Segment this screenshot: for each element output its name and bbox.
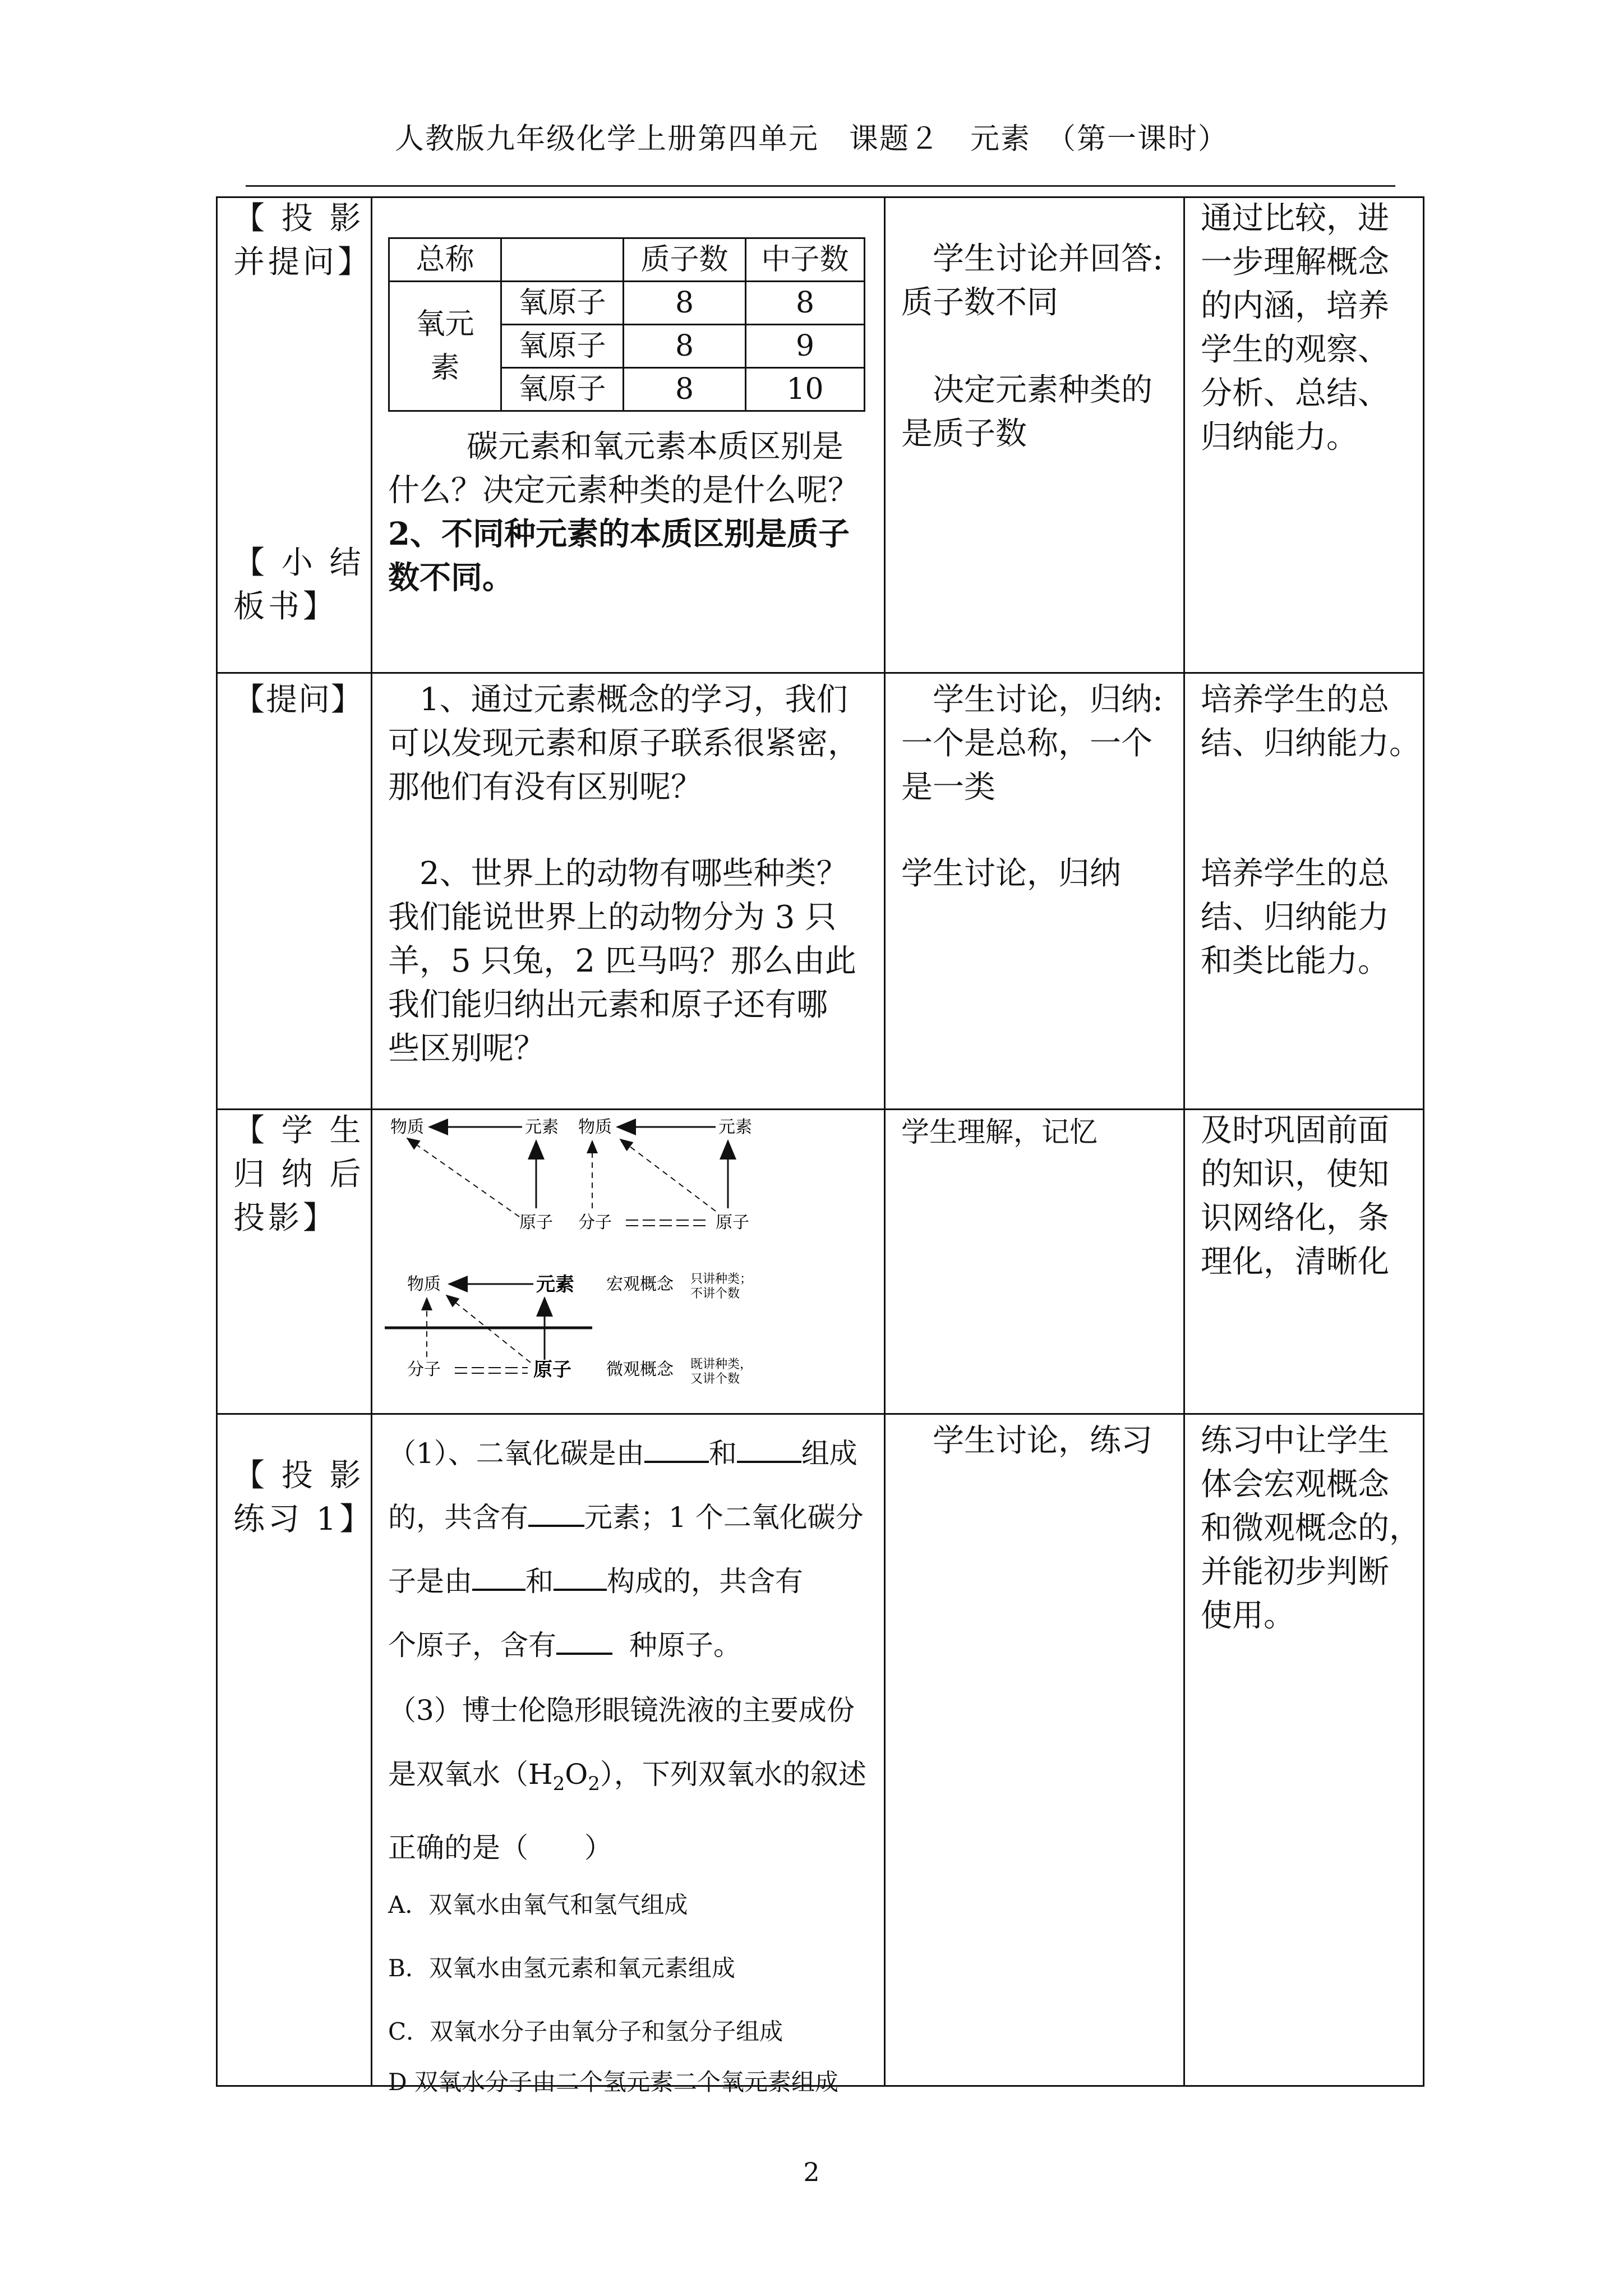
question-2: 2、世界上的动物有哪些种类？ 我们能说世界上的动物分为 3 只 羊，5 只兔，2 匹马吗？那么由此 我们能归纳出元素和原子还有哪 些区别呢？ bbox=[388, 855, 856, 1067]
blank-field[interactable] bbox=[644, 1461, 709, 1463]
label-element: 元素 bbox=[525, 1117, 559, 1137]
blank-field[interactable] bbox=[554, 1589, 607, 1591]
label-matter-2: 物质 bbox=[578, 1117, 612, 1137]
header-rule bbox=[246, 185, 1395, 187]
oxygen-element-cell: 氧元 素 bbox=[389, 282, 501, 411]
student-activity: 学生讨论并回答: 质子数不同 决定元素种类的 是质子数 bbox=[901, 241, 1163, 452]
row-projection-question bbox=[217, 197, 1424, 673]
exercise-1: （1）、二氧化碳是由 和 组成 的，共含有 元素；1 个二氧化碳分 子是由 和 构成的，共含有 个原子，含有 种原子。 bbox=[388, 1437, 864, 1662]
label-question: 【提问】 bbox=[233, 682, 363, 718]
blank-field[interactable] bbox=[528, 1525, 584, 1527]
design-purpose-2: 培养学生的总 结、归纳能力 和类比能力。 bbox=[1201, 855, 1389, 979]
blank-field[interactable] bbox=[556, 1653, 612, 1655]
sub-table-header: 总称 质子数 中子数 bbox=[389, 238, 865, 282]
row-exercise bbox=[217, 1414, 1424, 2086]
question-1: 1、通过元素概念的学习，我们 可以发现元素和原子联系很紧密， 那他们有没有区别呢？ bbox=[388, 682, 859, 806]
row-student-summary bbox=[217, 1110, 1424, 1414]
label-atom-3: 原子 bbox=[533, 1359, 571, 1381]
dashed-arrow-atom-to-matter-2 bbox=[620, 1139, 716, 1211]
exercise-3: （3）博士伦隐形眼镜洗液的主要成份 是双氧水$(H_2O_2)$，下列双氧水的叙述 正确的是（ ） bbox=[388, 1694, 866, 1864]
question-text: 碳元素和氧元素本质区别是 什么？决定元素种类的是什么呢？ bbox=[388, 429, 859, 509]
label-atom: 原子 bbox=[519, 1213, 553, 1232]
option-a[interactable]: A．双氧水由氧气和氢气组成 bbox=[388, 1891, 688, 1918]
label-matter: 物质 bbox=[390, 1117, 424, 1137]
option-d[interactable]: D 双氧水分子由二个氢元素二个氧元素组成 bbox=[388, 2068, 839, 2096]
design-purpose-1: 培养学生的总 结、归纳能力。 bbox=[1201, 682, 1421, 762]
design-purpose: 通过比较，进 一步理解概念 的内涵，培养 学生的观察、 分析、总结、 归纳能力。 bbox=[1201, 200, 1389, 455]
macro-note-1: 只讲种类； bbox=[690, 1272, 753, 1286]
label-micro-concept: 微观概念 bbox=[606, 1360, 674, 1379]
label-projection-question: 【 投 影 并提问】 bbox=[233, 200, 372, 280]
label-matter-3: 物质 bbox=[407, 1274, 441, 1294]
option-c[interactable]: C．双氧水分子由氧分子和氢分子组成 bbox=[388, 2018, 783, 2045]
row-question bbox=[217, 673, 1424, 1110]
table-row: 氧原子 8 9 bbox=[389, 325, 865, 368]
label-element-3: 元素 bbox=[536, 1273, 574, 1296]
micro-note-1: 既讲种类， bbox=[690, 1358, 753, 1372]
option-b[interactable]: B．双氧水由氢元素和氧元素组成 bbox=[388, 1954, 735, 1982]
micro-note-2: 又讲个数 bbox=[690, 1372, 740, 1386]
label-summary-board: 【 小 结 板书】 bbox=[233, 545, 365, 625]
dashed-arrow-atom-to-matter bbox=[407, 1138, 519, 1217]
table-row: 氧原子 8 10 bbox=[389, 368, 865, 411]
label-molecule: 分子 bbox=[578, 1213, 612, 1232]
label-atom-2: 原子 bbox=[716, 1213, 749, 1232]
blank-field[interactable] bbox=[472, 1589, 525, 1591]
lesson-table bbox=[216, 196, 1424, 2096]
label-molecule-2: 分子 bbox=[407, 1360, 441, 1379]
design-purpose: 及时巩固前面 的知识，使知 识网络化，条 理化，清晰化 bbox=[1201, 1112, 1389, 1280]
design-purpose: 练习中让学生 体会宏观概念 和微观概念的， 并能初步判断 使用。 bbox=[1201, 1423, 1421, 1634]
page-number: 2 bbox=[803, 2157, 820, 2187]
label-student-summary: 【 学 生 归 纳 后 投影】 bbox=[233, 1112, 365, 1236]
macro-note-2: 不讲个数 bbox=[690, 1287, 740, 1301]
conclusion-text: 2、不同种元素的本质区别是质子 数不同。 bbox=[388, 516, 850, 596]
oxygen-atom-table bbox=[388, 237, 865, 412]
concept-diagram bbox=[385, 1116, 867, 1407]
student-activity: 学生讨论，练习 bbox=[933, 1423, 1152, 1459]
blank-field[interactable] bbox=[737, 1461, 801, 1463]
label-exercise: 【 投 影 练习 1】 bbox=[233, 1457, 375, 1538]
student-activity-2: 学生讨论，归纳 bbox=[901, 855, 1121, 892]
label-macro-concept: 宏观概念 bbox=[606, 1274, 674, 1294]
student-activity-1: 学生讨论，归纳: 一个是总称，一个 是一类 bbox=[901, 682, 1163, 806]
student-activity: 学生理解，记忆 bbox=[901, 1116, 1098, 1148]
table-row: 氧元 素 氧原子 8 8 bbox=[389, 282, 865, 325]
page-header: 人教版九年级化学上册第四单元 课题２ 元素 （第一课时） bbox=[394, 122, 1228, 156]
label-element-2: 元素 bbox=[718, 1117, 752, 1137]
